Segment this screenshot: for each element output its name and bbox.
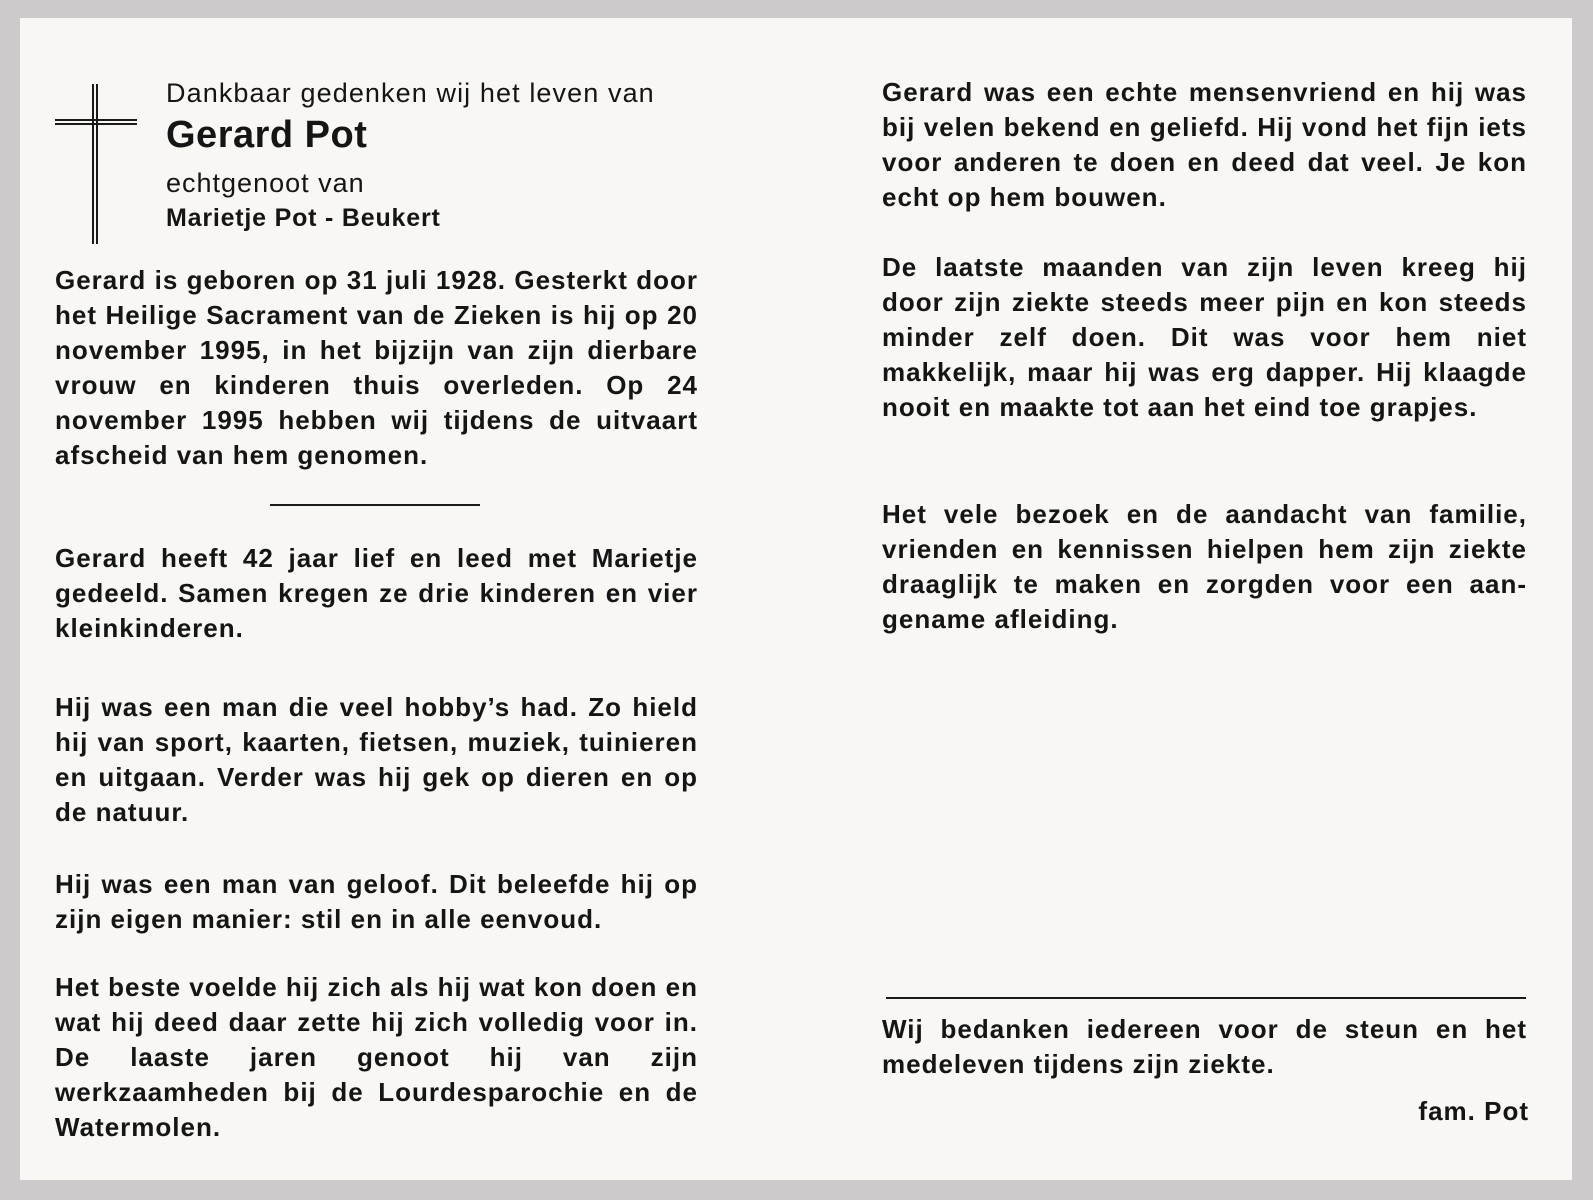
paragraph-marriage: Gerard heeft 42 jaar lief en leed met Marietje gedeeld. Samen kregen ze drie kinderen en vier kleinkinderen.: [55, 543, 698, 643]
spouse-label: echtgenoot van: [166, 168, 365, 198]
divider-long: [886, 997, 1526, 999]
deceased-name: Gerard Pot: [166, 114, 368, 156]
paragraph-illness: De laatste maanden van zijn leven kreeg hij door zijn ziekte steeds meer pijn en kon steeds minder zelf doen. Dit was voor hem niet makkelijk, maar hij was erg dapper. Hij klaagde nooit en maakte tot aan het eind toe grapjes.: [882, 252, 1527, 422]
paragraph-hobbies: Hij was een man die veel hobby’s had. Zo hield hij van sport, kaarten, fietsen, muziek, tuinieren en uitgaan. Verder was hij gek op dieren en op de natuur.: [55, 692, 698, 827]
paragraph-birth-death: Gerard is geboren op 31 juli 1928. Gesterkt door het Heilige Sacrament van de Zieken is hij op 20 november 1995, in het bijzijn van zijn dierbare vrouw en kinderen thuis overleden. Op 24 november 1995 hebben wij tijdens de uitvaart afscheid van hem genomen.: [55, 265, 698, 470]
paragraph-faith: Hij was een man van geloof. Dit beleefde hij op zijn eigen manier: stil en in alle eenvoud.: [55, 869, 698, 934]
paragraph-work: Het beste voelde hij zich als hij wat kon doen en wat hij deed daar zette hij zich volledig voor in. De laaste jaren genoot hij van zijn werkzaamheden bij de Lourdesparochie en de Watermolen.: [55, 972, 698, 1142]
spouse-name: Marietje Pot - Beukert: [166, 204, 441, 232]
paragraph-visits: Het vele bezoek en de aandacht van familie, vrienden en kennissen hielpen hem zijn ziekte draaglijk te maken en zorgden voor een aan- gename afleiding.: [882, 499, 1527, 634]
intro-text: Dankbaar gedenken wij het leven van: [166, 78, 655, 108]
divider-short: [270, 504, 480, 506]
signature: fam. Pot: [1418, 1096, 1529, 1126]
thanks-text: Wij bedanken iedereen voor de steun en het medeleven tijdens zijn ziekte.: [882, 1014, 1527, 1079]
paragraph-friend: Gerard was een echte mensenvriend en hij was bij velen bekend en geliefd. Hij vond het fijn iets voor anderen te doen en deed dat veel. Je kon echt op hem bouwen.: [882, 77, 1527, 212]
